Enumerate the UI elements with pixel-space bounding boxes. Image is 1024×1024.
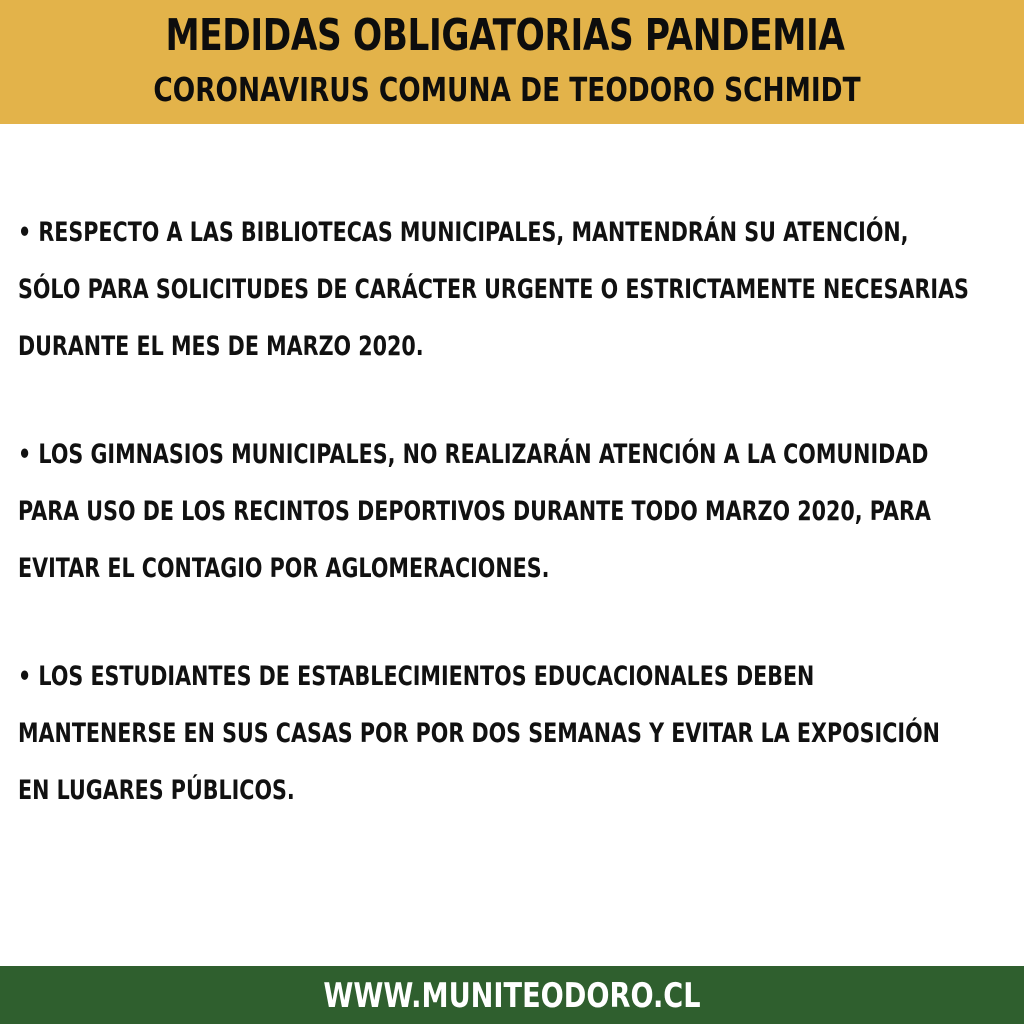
poster-subtitle: CORONAVIRUS COMUNA DE TEODORO SCHMIDT: [153, 70, 861, 109]
footer-banner: [0, 966, 1024, 1024]
measure-text-line: • LOS ESTUDIANTES DE ESTABLECIMIENTOS EDUCACIONALES DEBEN: [18, 661, 815, 692]
poster-title: MEDIDAS OBLIGATORIAS PANDEMIA: [165, 10, 845, 61]
measure-text-line: SÓLO PARA SOLICITUDES DE CARÁCTER URGENTE O ESTRICTAMENTE NECESARIAS: [18, 274, 969, 305]
measure-students: [18, 648, 1018, 819]
measure-text-line: MANTENERSE EN SUS CASAS POR POR DOS SEMANAS Y EVITAR LA EXPOSICIÓN: [18, 718, 940, 749]
header-banner: [0, 0, 1024, 124]
measure-libraries: [18, 204, 1018, 375]
measure-text-line: EVITAR EL CONTAGIO POR AGLOMERACIONES.: [18, 553, 550, 584]
measure-gyms: [18, 426, 1018, 597]
measure-text-line: PARA USO DE LOS RECINTOS DEPORTIVOS DURANTE TODO MARZO 2020, PARA: [18, 496, 931, 527]
measure-text-line: • RESPECTO A LAS BIBLIOTECAS MUNICIPALES, MANTENDRÁN SU ATENCIÓN,: [18, 217, 909, 248]
measure-text-line: EN LUGARES PÚBLICOS.: [18, 775, 295, 806]
measure-text-line: • LOS GIMNASIOS MUNICIPALES, NO REALIZARÁN ATENCIÓN A LA COMUNIDAD: [18, 439, 929, 470]
measure-text-line: DURANTE EL MES DE MARZO 2020.: [18, 331, 424, 362]
website-url: WWW.MUNITEODORO.CL: [323, 976, 701, 1016]
